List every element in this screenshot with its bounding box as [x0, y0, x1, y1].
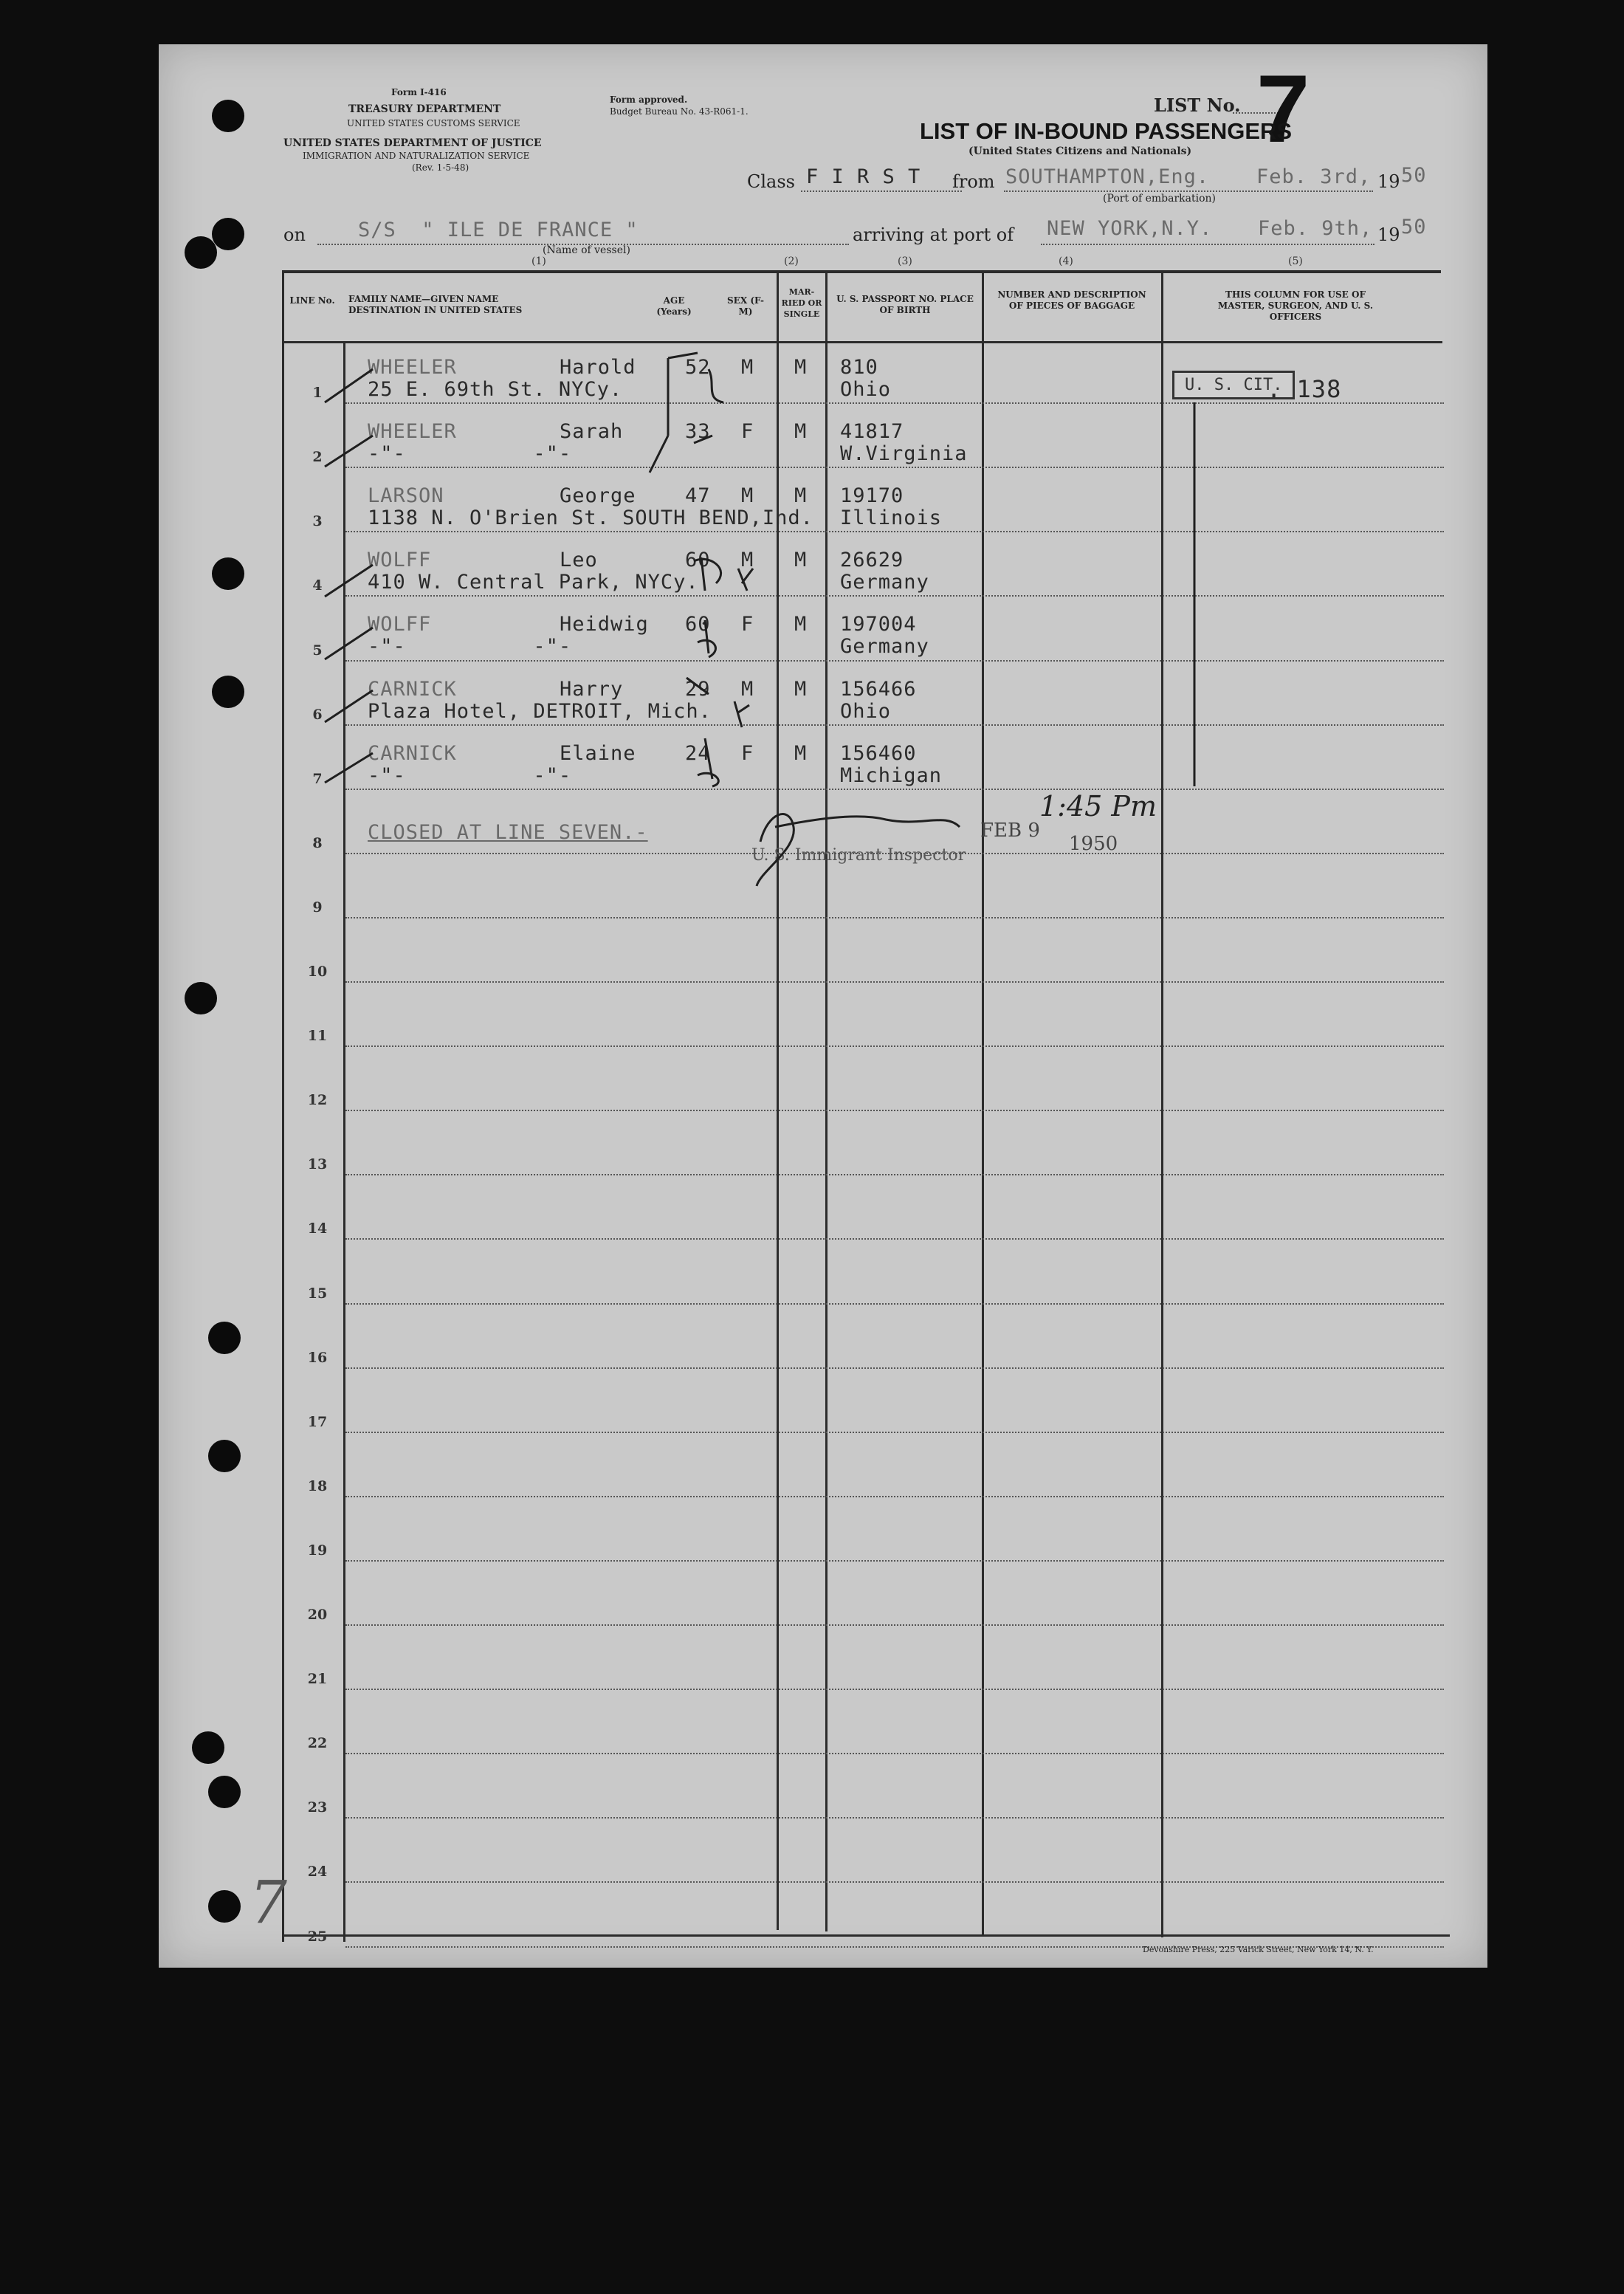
passenger-place-of-birth: Ohio	[840, 700, 892, 723]
passenger-family-name: WOLFF	[368, 549, 432, 571]
passenger-passport-number: 197004	[840, 613, 917, 636]
embarkation-caption: (Port of embarkation)	[1103, 193, 1216, 205]
treasury-label: TREASURY DEPARTMENT	[348, 103, 501, 115]
line-number: 5	[312, 642, 323, 659]
from-label: from	[952, 171, 995, 192]
passenger-sex: F	[741, 420, 754, 443]
passenger-age: 60	[685, 549, 711, 571]
header-married: MAR-RIED OR SINGLE	[781, 287, 822, 319]
passenger-family-name: WOLFF	[368, 613, 432, 636]
line-number: 4	[312, 577, 323, 594]
passenger-age: 52	[685, 356, 711, 379]
line-number: 19	[307, 1542, 328, 1559]
passenger-sex: M	[741, 484, 754, 507]
inspection-stamp-year: 1950	[1069, 833, 1118, 855]
arrival-year-suffix: 50	[1401, 216, 1427, 238]
passenger-marital-status: M	[794, 484, 808, 507]
line-number: 23	[307, 1799, 328, 1816]
line-number: 18	[307, 1478, 328, 1494]
line-number: 6	[312, 707, 323, 723]
passenger-destination: -"- -"-	[368, 764, 572, 787]
column-number-1: (1)	[531, 255, 546, 267]
line-number: 17	[307, 1414, 328, 1430]
line-number: 10	[307, 964, 328, 980]
line-number: 11	[307, 1028, 328, 1044]
passenger-family-name: WHEELER	[368, 356, 457, 379]
line-number: 16	[307, 1350, 328, 1366]
page-subtitle: (United States Citizens and Nationals)	[968, 145, 1192, 157]
passenger-place-of-birth: W.Virginia	[840, 442, 968, 465]
passenger-age: 60	[685, 613, 711, 636]
line-number: 20	[307, 1607, 328, 1623]
line-number: 3	[312, 513, 323, 529]
handwritten-page-mark: 7	[250, 1868, 287, 1937]
passenger-marital-status: M	[794, 420, 808, 443]
passenger-place-of-birth: Germany	[840, 571, 929, 594]
passenger-given-name: Sarah	[560, 420, 624, 443]
passenger-place-of-birth: Michigan	[840, 764, 943, 787]
port-of-embarkation: SOUTHAMPTON,Eng.	[1005, 165, 1210, 188]
inspection-time: 1:45 Pm	[1039, 790, 1157, 823]
arrival-port: NEW YORK,N.Y.	[1047, 217, 1213, 240]
line-number: 15	[307, 1285, 328, 1302]
passenger-given-name: Harold	[560, 356, 636, 379]
closed-at-line: CLOSED AT LINE SEVEN.-	[368, 821, 648, 844]
passenger-marital-status: M	[794, 678, 808, 701]
header-baggage: NUMBER AND DESCRIPTION OF PIECES OF BAGGAGE	[997, 289, 1146, 311]
passenger-destination: -"- -"-	[368, 635, 572, 658]
line-number: 2	[312, 449, 323, 465]
passenger-destination: -"- -"-	[368, 442, 572, 465]
line-number: 21	[307, 1671, 328, 1687]
passenger-destination: Plaza Hotel, DETROIT, Mich.	[368, 700, 712, 723]
header-sex: SEX (F-M)	[727, 295, 764, 317]
passenger-sex: M	[741, 678, 754, 701]
budget-label: Budget Bureau No. 43-R061-1.	[610, 106, 749, 117]
passenger-passport-number: 810	[840, 356, 878, 379]
column-number-2: (2)	[784, 255, 799, 267]
passenger-sex: F	[741, 742, 754, 765]
passenger-given-name: Leo	[560, 549, 598, 571]
header-age: AGE (Years)	[656, 295, 692, 317]
line-number: 25	[307, 1929, 328, 1945]
passenger-marital-status: M	[794, 356, 808, 379]
inspection-stamp-date: FEB 9	[980, 820, 1040, 842]
justice-label: UNITED STATES DEPARTMENT OF JUSTICE	[283, 137, 542, 149]
column-number-5: (5)	[1288, 255, 1303, 267]
line-number: 22	[307, 1735, 328, 1751]
list-number-value: 7	[1256, 55, 1310, 162]
passenger-given-name: George	[560, 484, 636, 507]
vessel-name: S/S " ILE DE FRANCE "	[358, 219, 639, 241]
passenger-place-of-birth: Germany	[840, 635, 929, 658]
passenger-passport-number: 19170	[840, 484, 904, 507]
passenger-destination: 1138 N. O'Brien St. SOUTH BEND,Ind.	[368, 506, 813, 529]
passenger-marital-status: M	[794, 613, 808, 636]
line-number: 9	[312, 899, 323, 916]
passenger-given-name: Heidwig	[560, 613, 649, 636]
printer-imprint: Devonshire Press, 225 Varick Street, New York 14, N. Y.	[1143, 1945, 1374, 1954]
arrival-date: Feb. 9th,	[1258, 217, 1373, 240]
passenger-passport-number: 41817	[840, 420, 904, 443]
passenger-place-of-birth: Illinois	[840, 506, 943, 529]
revision-label: (Rev. 1-5-48)	[412, 162, 469, 173]
us-citizen-stamp: U. S. CIT.	[1172, 371, 1295, 399]
passenger-sex: M	[741, 549, 754, 571]
citizen-count: . 138	[1267, 375, 1342, 403]
passenger-given-name: Harry	[560, 678, 624, 701]
line-number: 24	[307, 1864, 328, 1880]
column-number-3: (3)	[898, 255, 912, 267]
column-number-4: (4)	[1059, 255, 1073, 267]
passenger-destination: 25 E. 69th St. NYCy.	[368, 378, 623, 401]
arriving-label: arriving at port of	[853, 224, 1014, 245]
passenger-place-of-birth: Ohio	[840, 378, 892, 401]
passenger-family-name: CARNICK	[368, 678, 457, 701]
inspector-title: U. S. Immigrant Inspector	[751, 846, 966, 865]
passenger-family-name: LARSON	[368, 484, 444, 507]
list-number-label: LIST No.	[1154, 95, 1241, 116]
passenger-given-name: Elaine	[560, 742, 636, 765]
vessel-caption: (Name of vessel)	[543, 244, 630, 256]
class-label: Class	[747, 171, 795, 192]
year-prefix: 19	[1377, 171, 1400, 192]
line-number: 12	[307, 1092, 328, 1108]
passenger-family-name: CARNICK	[368, 742, 457, 765]
header-line-no: LINE No.	[289, 295, 335, 306]
passenger-age: 47	[685, 484, 711, 507]
arrival-year-prefix: 19	[1377, 224, 1400, 245]
passenger-sex: F	[741, 613, 754, 636]
form-number: Form I-416	[391, 87, 447, 97]
passenger-marital-status: M	[794, 549, 808, 571]
line-number: 7	[312, 771, 323, 787]
customs-label: UNITED STATES CUSTOMS SERVICE	[347, 118, 520, 128]
passenger-marital-status: M	[794, 742, 808, 765]
header-passport: U. S. PASSPORT NO. PLACE OF BIRTH	[836, 294, 974, 315]
embarkation-date: Feb. 3rd,	[1256, 165, 1372, 188]
header-name: FAMILY NAME—GIVEN NAME DESTINATION IN UNITED STATES	[348, 294, 523, 315]
passenger-age: 24	[685, 742, 711, 765]
approved-label: Form approved.	[610, 95, 688, 105]
passenger-age: 29	[685, 678, 711, 701]
passenger-passport-number: 156466	[840, 678, 917, 701]
year-suffix: 50	[1401, 164, 1427, 187]
line-number: 14	[307, 1220, 328, 1237]
passenger-sex: M	[741, 356, 754, 379]
passenger-passport-number: 26629	[840, 549, 904, 571]
ins-label: IMMIGRATION AND NATURALIZATION SERVICE	[303, 151, 530, 161]
on-label: on	[283, 224, 306, 245]
passenger-age: 33	[685, 420, 711, 443]
header-officers: THIS COLUMN FOR USE OF MASTER, SURGEON, AND U. S. OFFICERS	[1217, 289, 1374, 322]
line-number: 1	[312, 385, 323, 401]
passenger-family-name: WHEELER	[368, 420, 457, 443]
page-title: LIST OF IN-BOUND PASSENGERS	[920, 118, 1293, 144]
passenger-destination: 410 W. Central Park, NYCy.	[368, 571, 699, 594]
class-value: F I R S T	[806, 165, 921, 188]
passenger-passport-number: 156460	[840, 742, 917, 765]
line-number: 8	[312, 835, 323, 851]
line-number: 13	[307, 1156, 328, 1172]
